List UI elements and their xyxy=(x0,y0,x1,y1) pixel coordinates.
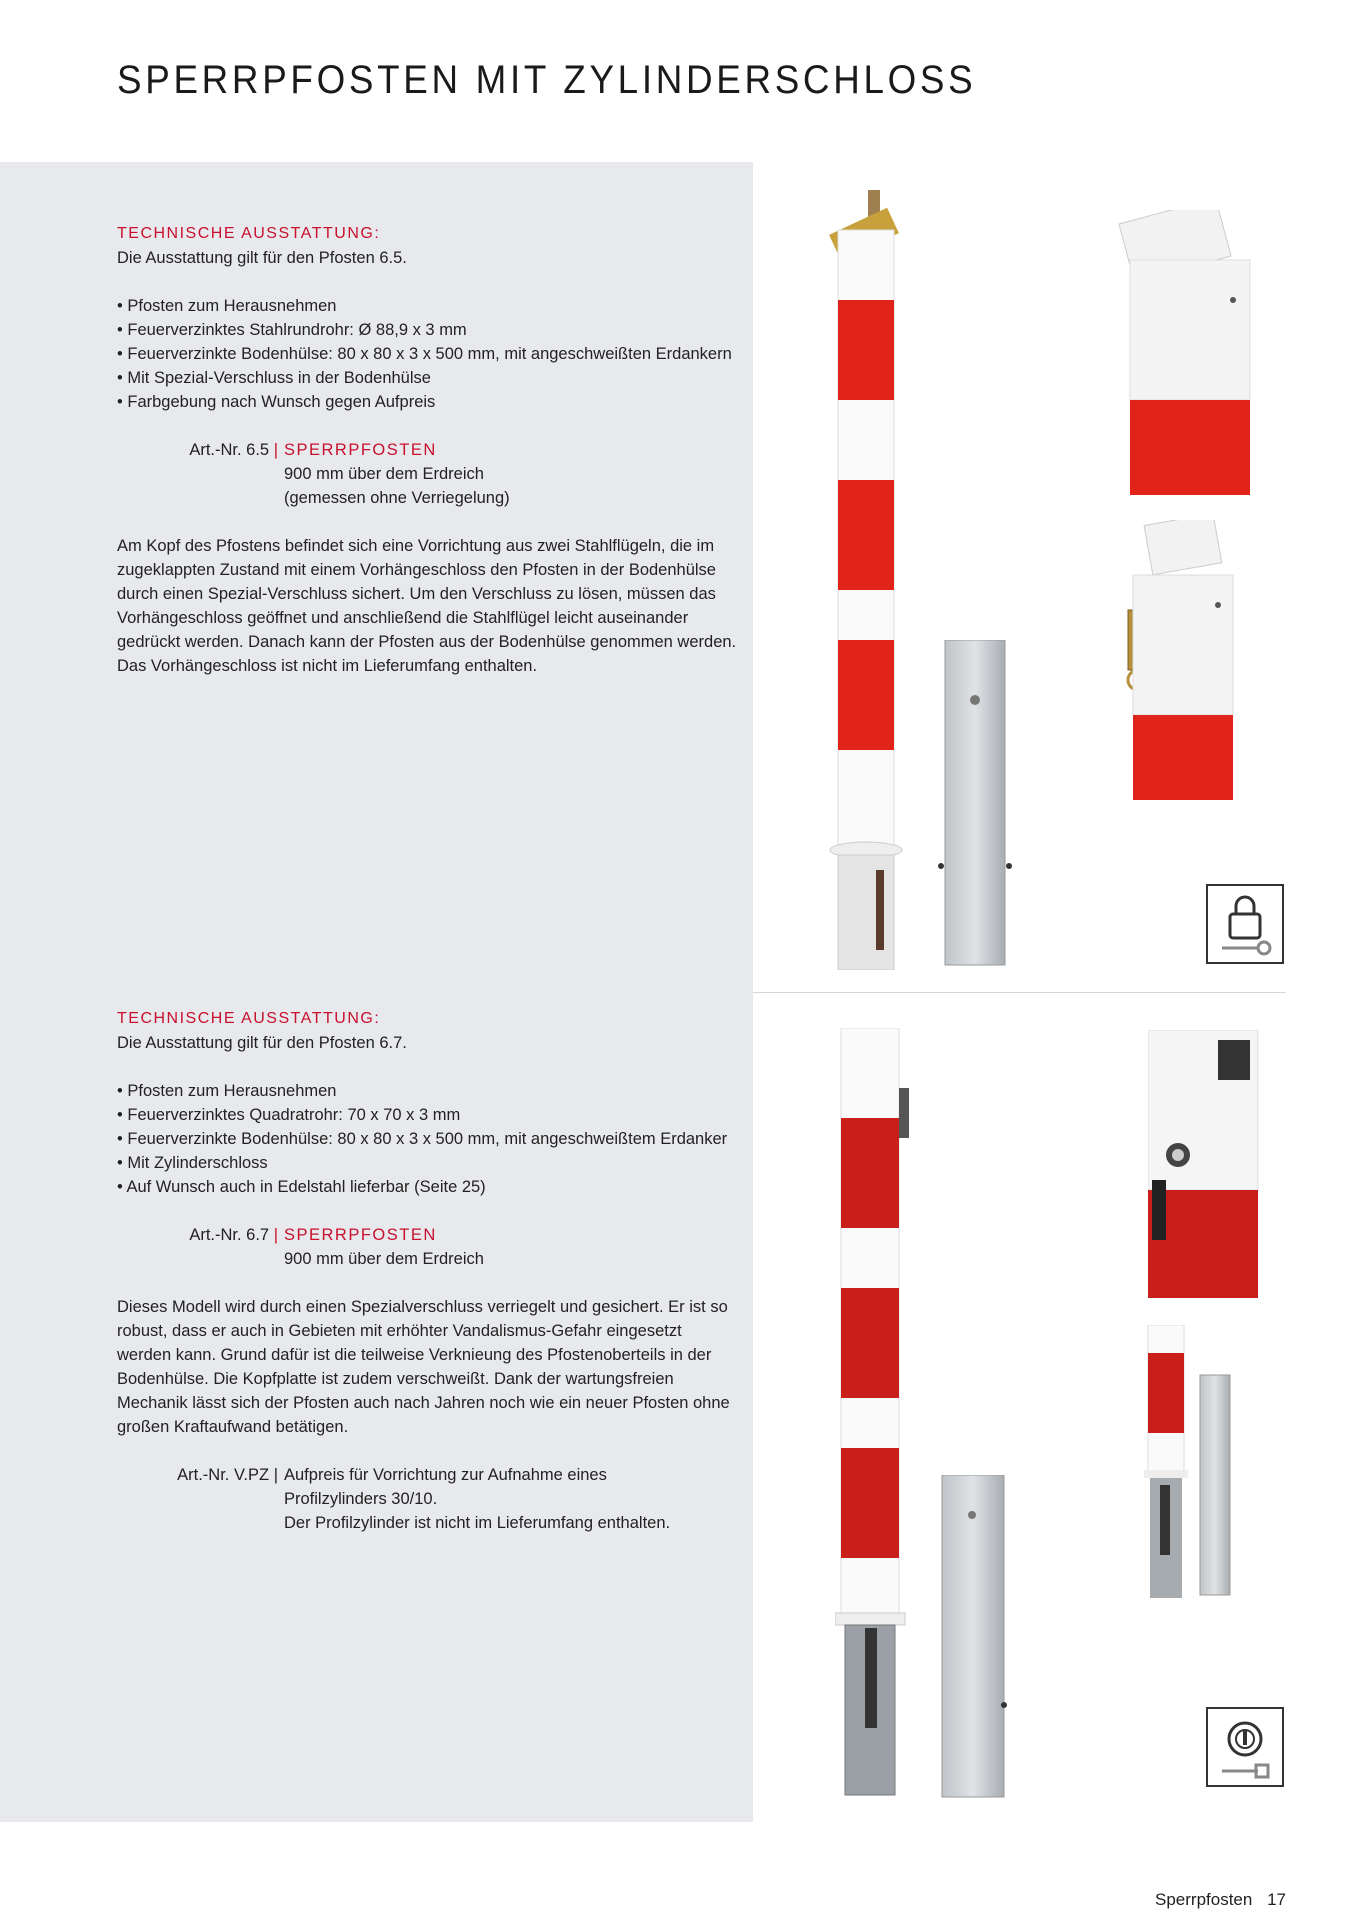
page-number: 17 xyxy=(1267,1890,1286,1909)
spec-item: • Pfosten zum Herausnehmen xyxy=(117,1079,737,1103)
section-6-7 xyxy=(117,1007,737,1535)
article-detail: Der Profilzylinder ist nicht im Lieferumfang enthalten. xyxy=(284,1514,671,1532)
spec-item: • Auf Wunsch auch in Edelstahl lieferbar (Seite 25) xyxy=(117,1175,737,1199)
spec-item: • Feuerverzinkte Bodenhülse: 80 x 80 x 3 x 500 mm, mit angeschweißtem Erdanker xyxy=(117,1127,737,1151)
section-heading: TECHNISCHE AUSSTATTUNG: xyxy=(117,225,381,242)
description: Am Kopf des Pfostens befindet sich eine Vorrichtung aus zwei Stahlflügeln, die im zugeklappten Zustand mit einem Vorhängeschloss den Pfosten in der Bodenhülse durch einen Spezial-Verschluss sichert. Um den Verschluss zu lösen, müssen das Vorhängeschloss geöffnet und anschließend die Stahlflügel leicht auseinander gedrückt werden. Danach kann der Pfosten aus der Bodenhülse genommen werden. Das Vorhängeschloss ist nicht im Lieferumfang enthalten. xyxy=(117,537,737,675)
description: Dieses Modell wird durch einen Spezialverschluss verriegelt und gesichert. Er ist so robust, dass er auch in Gebieten mit erhöhter Vandalismus-Gefahr eingesetzt werden kann. Grund dafür ist die teilweise Verknieung des Pfostenoberteils in der Bodenhülse. Die Kopfplatte ist zudem verschweißt. Dank der wartungsfreien Mechanik lässt sich der Pfosten auch nach Jahren noch wie ein neuer Pfosten ohne großen Kraftaufwand betätigen. xyxy=(117,1298,730,1436)
post-in-sleeve-photo xyxy=(1142,1325,1232,1600)
square-post-photo xyxy=(835,1028,915,1798)
article-detail: Aufpreis für Vorrichtung zur Aufnahme eines xyxy=(284,1466,607,1484)
article-detail: Profilzylinders 30/10. xyxy=(284,1490,438,1508)
padlock-key-icon xyxy=(1206,884,1284,964)
section-divider xyxy=(753,992,1286,993)
article-number: Art.-Nr. 6.5 xyxy=(189,441,270,459)
section-heading: TECHNISCHE AUSSTATTUNG: xyxy=(117,1010,381,1027)
square-sleeve-photo xyxy=(938,1475,1008,1800)
article-detail: 900 mm über dem Erdreich xyxy=(284,1250,484,1268)
spec-item: • Farbgebung nach Wunsch gegen Aufpreis xyxy=(117,390,737,414)
spec-list xyxy=(117,1079,737,1199)
article-number: Art.-Nr. V.PZ xyxy=(177,1466,270,1484)
spec-item: • Mit Spezial-Verschluss in der Bodenhülse xyxy=(117,366,737,390)
section-intro: Die Ausstattung gilt für den Pfosten 6.5. xyxy=(117,249,407,267)
spec-item: • Feuerverzinkte Bodenhülse: 80 x 80 x 3 x 500 mm, mit angeschweißten Erdankern xyxy=(117,342,737,366)
spec-item: • Mit Zylinderschloss xyxy=(117,1151,737,1175)
cylinder-lock-photo xyxy=(1148,1030,1260,1300)
section-intro: Die Ausstattung gilt für den Pfosten 6.7. xyxy=(117,1034,407,1052)
cylinder-lock-key-icon xyxy=(1206,1707,1284,1787)
extra-article-block: Art.-Nr. V.PZ | Aufpreis für Vorrichtung zur Aufnahme eines Profilzylinders 30/10. Der Profilzylinder ist nicht im Lieferumfang enthalten. xyxy=(117,1463,737,1535)
spec-item: • Pfosten zum Herausnehmen xyxy=(117,294,737,318)
section-6-5 xyxy=(117,222,737,678)
footer-section: Sperrpfosten xyxy=(1155,1890,1253,1909)
article-name: SPERRPFOSTEN xyxy=(284,1226,437,1244)
page-footer xyxy=(1155,1890,1286,1910)
padlock-open-photo xyxy=(1108,520,1258,800)
spec-list xyxy=(117,294,737,414)
article-name: SPERRPFOSTEN xyxy=(284,441,437,459)
spec-item: • Feuerverzinktes Quadratrohr: 70 x 70 x 3 mm xyxy=(117,1103,737,1127)
round-post-photo xyxy=(820,190,920,970)
article-detail: (gemessen ohne Verriegelung) xyxy=(284,489,510,507)
article-detail: 900 mm über dem Erdreich xyxy=(284,465,484,483)
ground-sleeve-photo xyxy=(935,640,1015,970)
article-number: Art.-Nr. 6.7 xyxy=(189,1226,270,1244)
article-block: Art.-Nr. 6.5 | SPERRPFOSTEN 900 mm über dem Erdreich (gemessen ohne Verriegelung) xyxy=(117,438,737,510)
spec-item: • Feuerverzinktes Stahlrundrohr: Ø 88,9 x 3 mm xyxy=(117,318,737,342)
page-title: SPERRPFOSTEN MIT ZYLINDERSCHLOSS xyxy=(117,58,977,102)
padlock-closed-photo xyxy=(1115,210,1265,500)
article-block: Art.-Nr. 6.7 | SPERRPFOSTEN 900 mm über dem Erdreich xyxy=(117,1223,737,1271)
